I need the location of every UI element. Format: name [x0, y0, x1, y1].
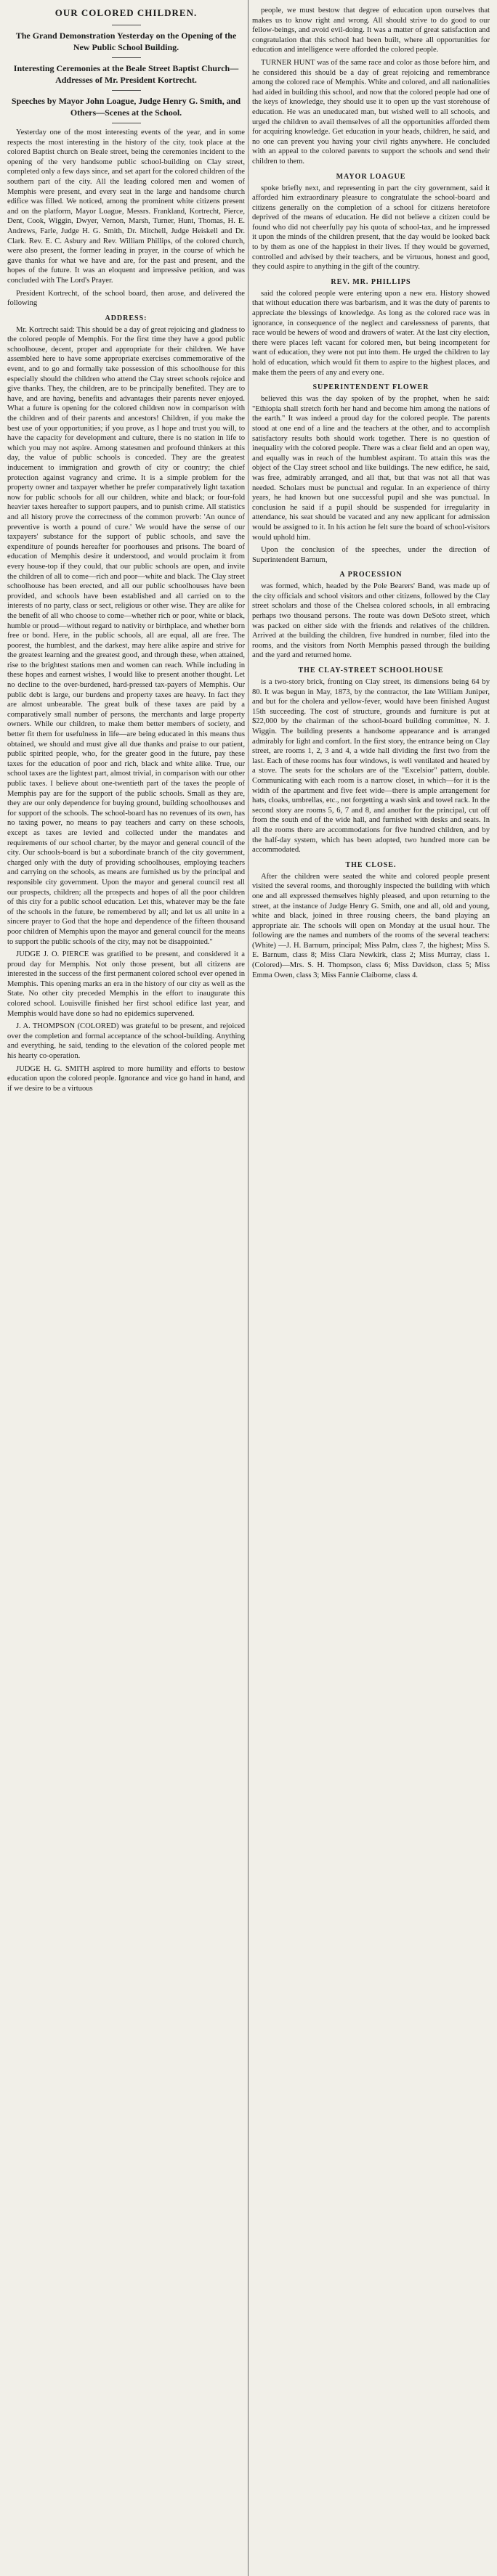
paragraph: spoke briefly next, and representing in part the city government, said it afforded him extraordinary pleasure to congratulate the school-board and citizens generally on the completion of a school for citizens heretofore deprived of the means of education. He did not believe a citizen could be found who did not cheerfully pay his quota of school-tax, and he impressed it upon the minds of the children present, that the day would be looked back to by them as one of the happiest in their lives. If they would be governed, controlled and advised by their teachers, and be virtuous, honest and good, they could aspire to anything in the gift of the country. — [252, 184, 490, 272]
article-headline: OUR COLORED CHILDREN. — [54, 7, 198, 18]
paragraph: TURNER HUNT was of the same race and color as those before him, and he considered this should be a day of great rejoicing and remembrance among the colored race of Memphis. White and colored, and all nationalities had aided in building this school, and now that the colored people had one of the keys of knowledge, they should use it to open up the vast storehouse of education. He was an uneducated man, but wished well to all schools, and urged the children to avail themselves of all the opportunities afforded them for acquiring knowledge. Get education in your heads, children, he said, and no one can prevent you having your civil rights anywhere. He concluded with an appeal to the colored parents to support the schools and send their children to them. — [252, 58, 490, 166]
paragraph: is a two-story brick, fronting on Clay street, its dimensions being 64 by 80. It was begun in May, 1873, by the contractor, the late William Juniper, and but for the cholera and yellow-fever, would have been finished August 15th succeeding. The cost of structure, grounds and furniture is put at $22,000 by the chairman of the school-board building committee, N. J. Wiggin. The building presents a handsome appearance and is arranged admirably for light and comfort. In the first story, the entrance being on Clay street, are rooms 1, 2, 3 and 4, a wide hall dividing the first two from the last. Each of these rooms has four windows, is well ventilated and heated by a stove. The seats for the scholars are of the "Excelsior" pattern, double. Communicating with each room is a narrow closet, in which—for it is the width of the apartment and five feet wide—there is ample arrangement for hats, cloaks, umbrellas, etc., not forgetting a wash sink and towel rack. In the second story are rooms 5, 6, 7 and 8, and another for the principal, cut off from the south end of the wide hall, and furnished with desks and seats. In all the rooms there are accommodations for five hundred children, and by the half-day system, which has been adopted, two hundred more can be accommodated. — [252, 678, 490, 855]
deck-3: Speeches by Mayor John Loague, Judge Henry G. Smith, and Others—Scenes at the School. — [11, 96, 241, 118]
paragraph: J. A. THOMPSON (COLORED) was grateful to be present, and rejoiced over the completion and formal acceptance of the school-building. Anything and everything, he said, tending to the elevation of the colored people met his hearty co-operation. — [7, 1022, 245, 1061]
section-subhead: A PROCESSION — [339, 571, 403, 579]
paragraph: was formed, which, headed by the Pole Bearers' Band, was made up of the city officials and school visitors and other citizens, followed by the Clay street scholars and those of the Chelsea colored schools, in all embracing perhaps two thousand persons. The route was down DeSoto street, which was packed on either side with the friends and relatives of the children. Arrived at the building the children, five hundred in number, filed into the rooms, and the visitors from North Memphis passed through the building and the yard and returned home. — [252, 582, 490, 660]
column-left — [7, 6, 245, 2576]
paragraph: Upon the conclusion of the speeches, under the direction of Superintendent Barnum, — [252, 546, 490, 564]
paragraph: believed this was the day spoken of by the prophet, when he said: "Ethiopia shall stretch forth her hand and become him among the nations of the earth." It was indeed a proud day for the colored people. The parents stood at one end of a line and the teachers at the other, and to accomplish satisfactory results both should work together. There is no question of inequality with the colored people. There was a clear field and an open way, and equally was in reach of the humblest aspirant. To attain this was the object of the Clay street school and like buildings. The new edifice, he said, was free, admirably arranged, and all that, but that was not all that was needed. Scholars must be punctual and regular. In an experience of thirty years, he had known but one successful pupil and she was punctual. In conclusion he said if a pupil should be suspended for irregularity in attendance, his seat should be vacated and any new applicant for admission would be assigned to it. In his action he felt sure the board of school-visitors would uphold him. — [252, 395, 490, 542]
deck-2: Interesting Ceremonies at the Beale Street Baptist Church—Addresses of Mr. President Kortrecht. — [13, 63, 239, 85]
section-subhead: SUPERINTENDENT FLOWER — [312, 383, 429, 392]
paragraph: Mr. Kortrecht said: This should be a day of great rejoicing and gladness to the colored people of Memphis. For the first time they have a good public schoolhouse, decent, proper and appropriate for their children. We have assembled here to have some appropriate exercises commemorative of the event, and to go and formally take possession of this schoolhouse for this especially should the children who attend the Clay street schools rejoice and give thanks. They, the children, are to be principally benefited. They are to have, and are having, benefits and advantages their parents never enjoyed. What a future is opening for the colored children now in comparison with the children and of their parents and ancestors! Children, if you make the best use of your opportunities; if you prove, as I hope and trust you will, to have the capacity for development and culture, there is no station in life to which you may not aspire. Among statesmen and profound thinkers at this day, the value of public schools is conceded. They are the greatest inducement to immigration and growth of city or country; the chief protection against vagrancy and crime. It is a simple problem for the property owner and taxpayer whether he prefer comparatively light taxation now for public schools for all our children, white and black; or four-fold heavier taxes hereafter to support paupers, and to punish crime. All statistics and all history prove the correctness of the common proverb: 'An ounce of preventive is worth a pound of cure.' We would have the sense of our taxpayers' substance for the support of public schools, and save the expenditure of pounds hereafter for poorhouses and prisons. The board of education of Memphis desire it understood, and would proclaim it from every house-top if they could, that our public schools are open, and invite the children of all to come—rich and poor—white and black. The Clay street schoolhouse has been erected, and all our public schoolhouses have been provided, and schools have been established and all carried on to the interests of no party, class or sect, religious or other wise. They are alike for the benefit of all who choose to come—whether rich or poor, white or black, humble or proud—without regard to nativity or birthplace, and whether born free or bond. Here, in the public schools, all are equal, all are free. The poorest, the humblest, and the darkest, may here alike aspire and strive for the greatest learning and the greatest good, and through these, when attained, rise to the brightest stations men and women can reach. While including in these hopes and earnest wishes, I would like to present another thought. Let no decline to the over-burdened, hard-pressed tax-payers of Memphis. Our public debt is large, our burdens and property taxes are heavy. In fact they are almost unbearable. The great bulk of these taxes are paid by a comparatively small number of persons, the merchants and large property owners. While our children, to make them better members of society, and better fit them for usefulness in life—are being educated in this means thus obtained, we should and must give all due thanks and praise to our patient, public spirited people, who, for the greater good in the future, pay these taxes for the education of poor and rich, black and white alike. True, our school taxes are the lightest part, almost trivial, in comparison with our other public taxes. I believe about one-twentieth part of the taxes the people of Memphis pay are for the support of the public schools. Small as they are, they are our only dependence for buying ground, building schoolhouses and for support of the schools. The school-board has no revenues of its own, has no taxing power, no means to pay teachers and carry on these schools, except as taxes are levied and collected under the mandates and requirements of our school charter, by the mayor and general council of the city. Our schools-board is but a subordinate branch of the city government, charged only with the duty of providing schoolhouses, employing teachers and carrying on the schools, as means are furnished us by the principal and responsible city government. Upon the mayor and general council rest all our prospects, children; all the prospects and hopes of all the poor children of this city for a public school education. Let this, whatever may be the fate of the schools in the future, be remembered by all; and let us all unite in a sincere prayer to God that the hope and dependence of the fifteen thousand poor children of Memphis upon the mayor and general council for the means to support the public schools of the city, may not be disappointed." — [7, 325, 245, 946]
paragraph: JUDGE J. O. PIERCE was gratified to be present, and considered it a proud day for Memphis. Not only those present, but all citizens are interested in the success of the first permanent colored school ever opened in Memphis. This opening marks an era in the history of our city as well as the State. No other city preceded Memphis in the effort to inaugurate this colored school. Louisville finished her first school edifice last year, and Memphis would have done so had no epidemics supervened. — [7, 950, 245, 1018]
section-subhead: REV. MR. PHILLIPS — [331, 277, 411, 286]
column-left-body — [7, 128, 245, 1093]
section-subhead: MAYOR LOAGUE — [336, 172, 406, 181]
separator — [112, 57, 141, 58]
separator — [112, 90, 141, 91]
section-subhead: ADDRESS: — [105, 314, 148, 322]
paragraph: said the colored people were entering upon a new era. History showed that without education there was barbarism, and it was the duty of parents to appreciate the blessings of knowledge. As long as the colored race was in ignorance, in consequence of the neglect and carelessness of parents, that race would be hewers of wood and drawers of water. At the last city election, there were places left vacant for colored men, but being incompetent for want of education, they were not put into them. He urged the children to lay hold of education, which would fit them to aspire to the highest places, and make them the peers of any and every one. — [252, 289, 490, 377]
deck-1: The Grand Demonstration Yesterday on the Opening of the New Public School Building. — [15, 30, 237, 52]
paragraph: Yesterday one of the most interesting events of the year, and in some respects the most interesting in the history of the city, took place at the colored Baptist church on Beale street, being the ceremonies incident to the opening of the very handsome public school-building on Clay street, completed only a few days since, and set apart for the colored children of the southern part of the city. All the leading colored men and women of Memphis were present, and every seat in the large and handsome church edifice was filled. We noticed, among the prominent white citizens present and on the platform, Mayor Loague, Messrs. Frankland, Kortrecht, Pierce, Dent, Cook, Wiggin, Dwyer, Vernon, Marsh, Turner, Hunt, Thomas, H. E. Andrews, Farle, Judge H. G. Smith, Dr. Mitchell, Judge Heiskell and Dr. Clark. Rev. E. C. Asbury and Rev. William Phillips, of the colored church, were also present, the former leading in prayer, in the course of which he gave thanks for what we have and are, for the past and present, and the hopes of the future. It was an eloquent and impressive petition, and was concluded with The Lord's Prayer. — [7, 129, 245, 285]
section-subhead: THE CLAY-STREET SCHOOLHOUSE — [298, 667, 444, 675]
paragraph: people, we must bestow that degree of education upon ourselves that makes us to know right and wrong. All should strive to do good to our fellow-beings, and avoid evil-doing. It was a matter of great satisfaction and congratulation that this school had been built, where all opportunities for education and intelligence were afforded the colored people. — [252, 7, 490, 54]
column-right — [252, 6, 490, 2576]
section-subhead: THE CLOSE. — [345, 860, 397, 869]
paragraph: President Kortrecht, of the school board, then arose, and delivered the following — [7, 289, 245, 308]
column-right-body — [252, 6, 490, 980]
paragraph: After the children were seated the white and colored people present visited the several rooms, and thoroughly inspected the building with which one and all expressed themselves highly pleased, and upon returning to the street, at the instance of Judge Henry G. Smith, one and all, old and young, white and black, joined in three rousing cheers, the band playing an appropriate air. The schools will open on Monday at the usual hour. The following are the names and numbers of the rooms of the several teachers: (White) —J. H. Barnum, principal; Miss Palm, class 7, the highest; Miss S. E. Barnum, class 8; Miss Clara Newkirk, class 2; Miss Murray, class 1. (Colored)—Mrs. S. H. Thompson, class 6; Miss Davidson, class 5; Miss Emma Owen, class 3; Miss Fannie Claiborne, class 4. — [252, 872, 490, 979]
paragraph: JUDGE H. G. SMITH aspired to more humility and efforts to bestow education upon the colored people. Ignorance and vice go hand in hand, and if we desire to be a virtuous — [7, 1064, 245, 1093]
